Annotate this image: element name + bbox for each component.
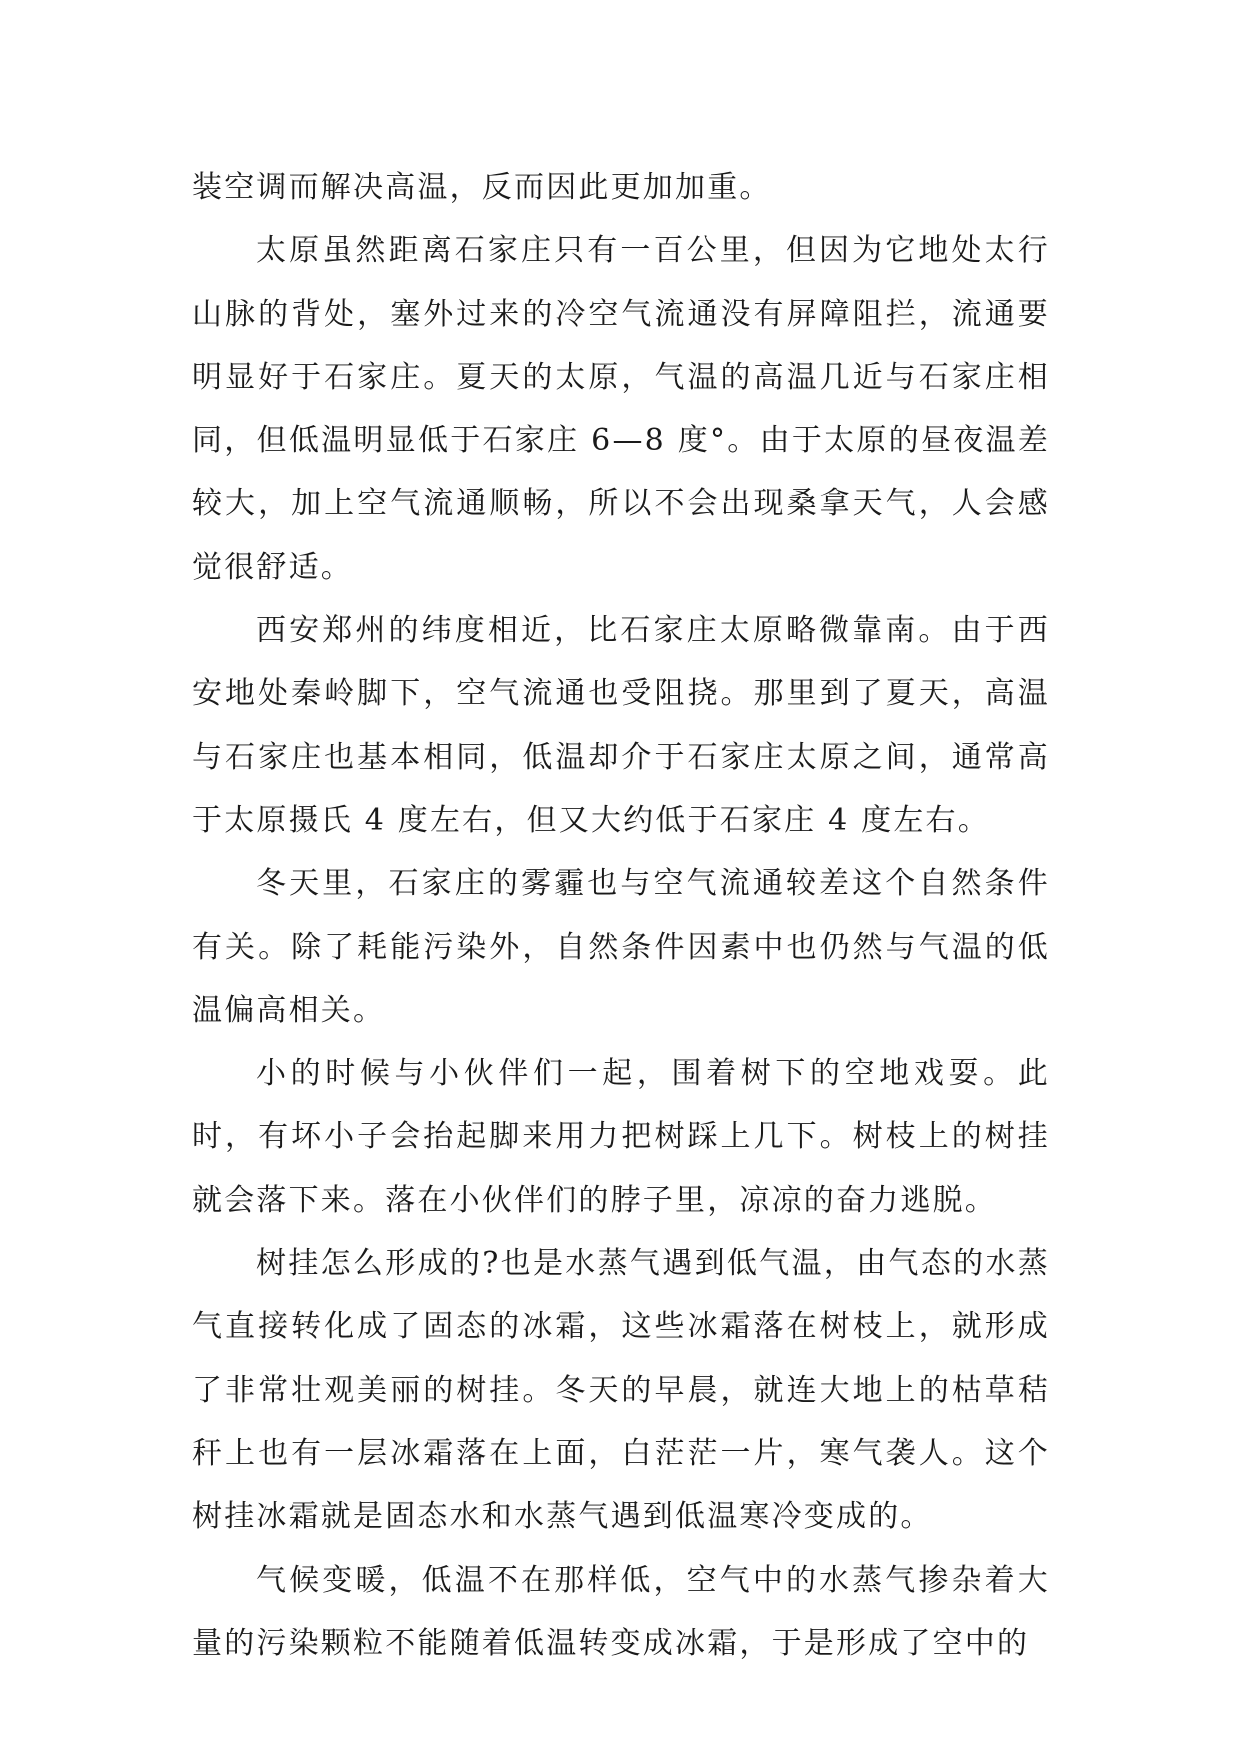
paragraph-1: 装空调而解决高温，反而因此更加加重。 [192, 170, 772, 205]
paragraph-6: 树挂怎么形成的?也是水蒸气遇到低气温，由气态的水蒸气直接转化成了固态的冰霜，这些冰霜落在树枝上，就形成了非常壮观美丽的树挂。冬天的早晨，就连大地上的枯草秸秆上也有一层冰霜落在上面，白茫茫一片，寒气袭人。这个树挂冰霜就是固态水和水蒸气遇到低温寒冷变成的。 [192, 1246, 1050, 1535]
paragraph-2: 太原虽然距离石家庄只有一百公里，但因为它地处太行山脉的背处，塞外过来的冷空气流通没有屏障阻拦，流通要明显好于石家庄。夏天的太原，气温的高温几近与石家庄相同，但低温明显低于石家庄 6—8 度°。由于太原的昼夜温差较大，加上空气流通顺畅，所以不会出现桑拿天气，人会感觉很舒适。 [192, 233, 1050, 585]
paragraph-3: 西安郑州的纬度相近，比石家庄太原略微靠南。由于西安地处秦岭脚下，空气流通也受阻挠。那里到了夏天，高温与石家庄也基本相同，低温却介于石家庄太原之间，通常高于太原摄氏 4 度左右，但又大约低于石家庄 4 度左右。 [192, 613, 1050, 838]
paragraph-4: 冬天里，石家庄的雾霾也与空气流通较差这个自然条件有关。除了耗能污染外，自然条件因素中也仍然与气温的低温偏高相关。 [192, 866, 1050, 1028]
paragraph-7: 气候变暖，低温不在那样低，空气中的水蒸气掺杂着大量的污染颗粒不能随着低温转变成冰霜，于是形成了空中的 [192, 1562, 1050, 1661]
document-body [192, 156, 1050, 1675]
paragraph-5: 小的时候与小伙伴们一起，围着树下的空地戏耍。此时，有坏小子会抬起脚来用力把树踩上几下。树枝上的树挂就会落下来。落在小伙伴们的脖子里，凉凉的奋力逃脱。 [192, 1056, 1050, 1218]
